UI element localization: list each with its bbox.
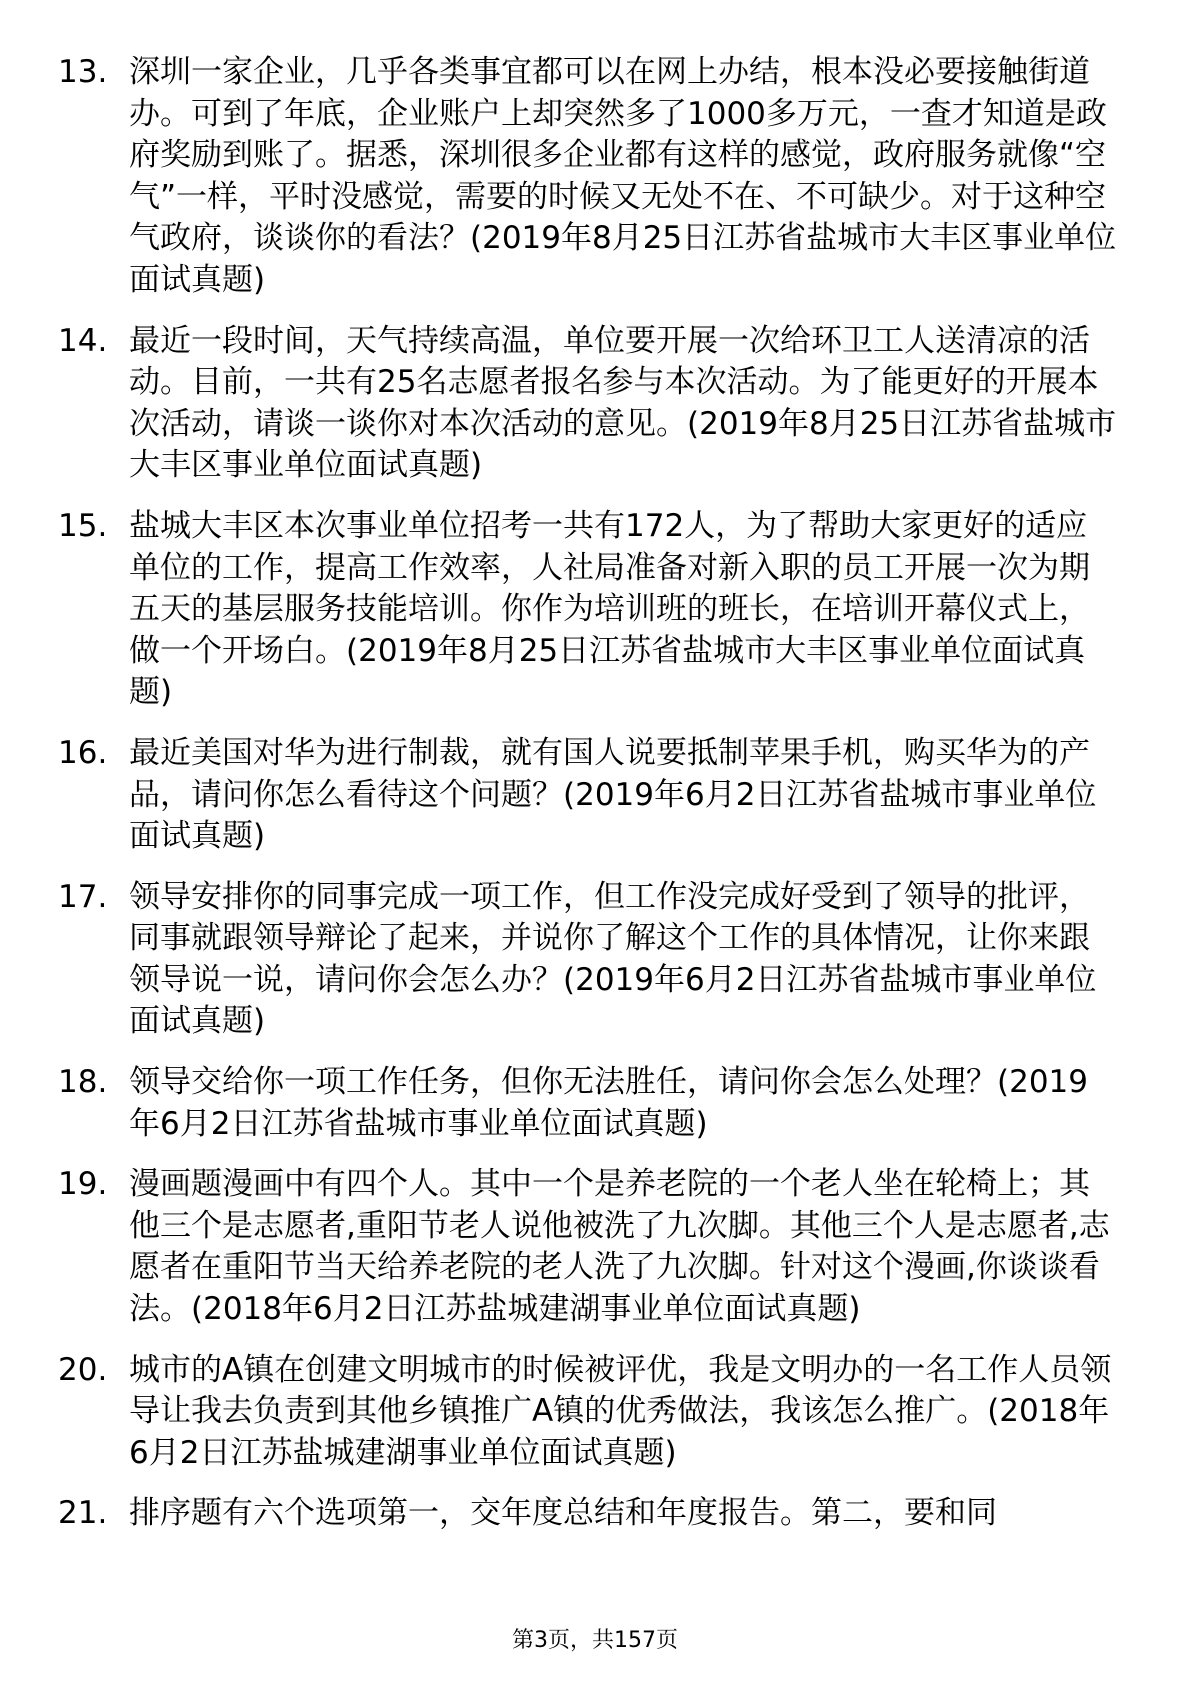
question-number: 20. [58, 1351, 108, 1388]
page-number-footer: 第3页，共157页 [512, 1628, 678, 1653]
question-text: 领导安排你的同事完成一项工作，但工作没完成好受到了领导的批评，同事就跟领导辩论了起来，并说你了解这个工作的具体情况，让你来跟领导说一说，请问你会怎么办？(2019年6月2日江苏省盐城市事业单位面试真题) [129, 878, 1097, 1040]
question-number: 18. [58, 1064, 108, 1101]
question-text: 深圳一家企业，几乎各类事宜都可以在网上办结，根本没必要接触街道办。可到了年底，企业账户上却突然多了1000多万元，一查才知道是政府奖励到账了。据悉，深圳很多企业都有这样的感觉，政府服务就像“空气”一样，平时没感觉，需要的时候又无处不在、不可缺少。对于这种空气政府，谈谈你的看法？(2019年8月25日江苏省盐城市大丰区事业单位面试真题) [129, 54, 1117, 298]
question-text: 领导交给你一项工作任务，但你无法胜任，请问你会怎么处理？(2019年6月2日江苏省盐城市事业单位面试真题) [129, 1064, 1088, 1142]
question-text: 排序题有六个选项第一，交年度总结和年度报告。第二，要和同 [129, 1495, 997, 1532]
question-item [58, 877, 1118, 1043]
question-item [58, 1164, 1118, 1330]
question-item [58, 321, 1118, 487]
question-item [58, 1350, 1118, 1475]
question-item [58, 1062, 1118, 1145]
question-number: 13. [58, 54, 108, 90]
question-number: 17. [58, 878, 108, 915]
question-item [58, 506, 1118, 714]
question-text: 最近美国对华为进行制裁，就有国人说要抵制苹果手机，购买华为的产品，请问你怎么看待这个问题？(2019年6月2日江苏省盐城市事业单位面试真题) [129, 734, 1097, 855]
question-number: 14. [58, 322, 108, 359]
question-list [58, 52, 1118, 1554]
question-text: 最近一段时间，天气持续高温，单位要开展一次给环卫工人送清凉的活动。目前，一共有25名志愿者报名参与本次活动。为了能更好的开展本次活动，请谈一谈你对本次活动的意见。(2019年8月25日江苏省盐城市大丰区事业单位面试真题) [129, 322, 1117, 484]
question-number: 16. [58, 734, 108, 771]
question-text: 漫画题漫画中有四个人。其中一个是养老院的一个老人坐在轮椅上；其他三个是志愿者,重阳节老人说他被洗了九次脚。其他三个人是志愿者,志愿者在重阳节当天给养老院的老人洗了九次脚。针对这个漫画,你谈谈看法。(2018年6月2日江苏盐城建湖事业单位面试真题) [129, 1166, 1110, 1328]
question-item [58, 733, 1118, 858]
question-number: 15. [58, 507, 108, 544]
question-number: 21. [58, 1495, 108, 1532]
question-number: 19. [58, 1166, 108, 1203]
question-item [58, 1493, 1118, 1535]
question-text: 城市的A镇在创建文明城市的时候被评优，我是文明办的一名工作人员领导让我去负责到其他乡镇推广A镇的优秀做法，我该怎么推广。(2018年6月2日江苏盐城建湖事业单位面试真题) [129, 1351, 1112, 1471]
question-item [58, 52, 1118, 302]
question-text: 盐城大丰区本次事业单位招考一共有172人，为了帮助大家更好的适应单位的工作，提高工作效率，人社局准备对新入职的员工开展一次为期五天的基层服务技能培训。你作为培训班的班长，在培训开幕仪式上，做一个开场白。(2019年8月25日江苏省盐城市大丰区事业单位面试真题) [129, 507, 1090, 711]
